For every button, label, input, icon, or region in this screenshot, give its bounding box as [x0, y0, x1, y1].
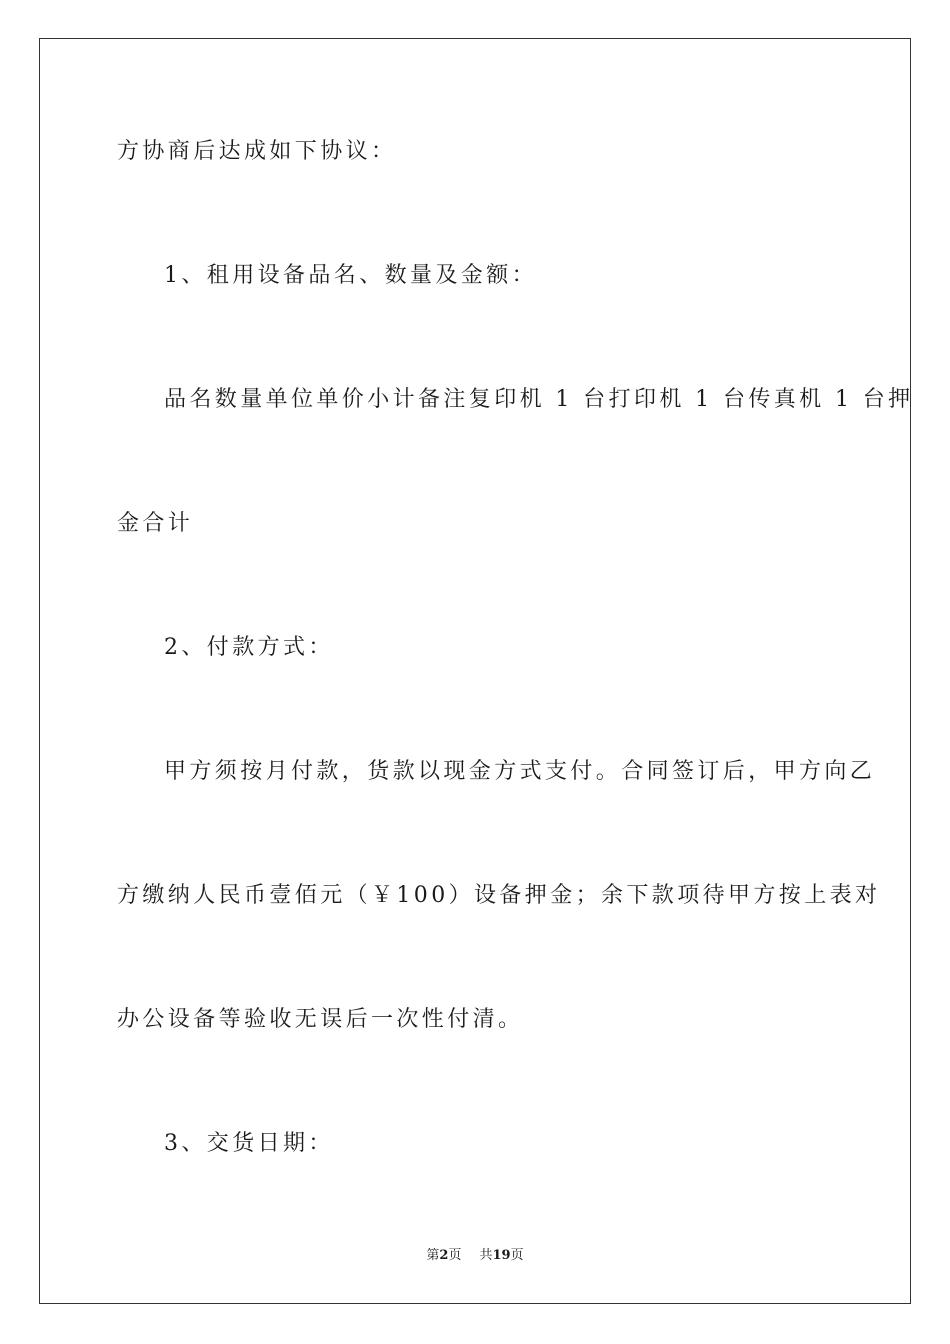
footer-page-number: 2 [439, 1248, 449, 1263]
page-border [39, 38, 914, 1304]
footer-page-suffix: 页 [448, 1248, 462, 1263]
body-line-equipment-list-cont: 金合计 [117, 511, 194, 536]
body-line-equipment-list: 品名数量单位单价小计备注复印机 1 台打印机 1 台传真机 1 台押 [164, 387, 914, 412]
body-line-agreement-intro: 方协商后达成如下协议： [117, 139, 397, 164]
body-line-payment-2: 方缴纳人民币壹佰元（￥100）设备押金；余下款项待甲方按上表对 [117, 883, 881, 908]
body-line-payment-3: 办公设备等验收无误后一次性付清。 [117, 1007, 524, 1032]
footer-total-suffix: 页 [510, 1248, 524, 1263]
footer-total-pages: 19 [492, 1248, 511, 1263]
section-heading-delivery: 3、交货日期： [164, 1131, 334, 1156]
footer-total-prefix: 共 [479, 1248, 493, 1263]
section-heading-payment: 2、付款方式： [164, 635, 334, 660]
body-line-payment-1: 甲方须按月付款，货款以现金方式支付。合同签订后，甲方向乙 [164, 759, 876, 784]
section-heading-equipment: 1、租用设备品名、数量及金额： [164, 263, 537, 288]
page-footer [0, 1247, 950, 1265]
footer-page-prefix: 第 [426, 1248, 440, 1263]
